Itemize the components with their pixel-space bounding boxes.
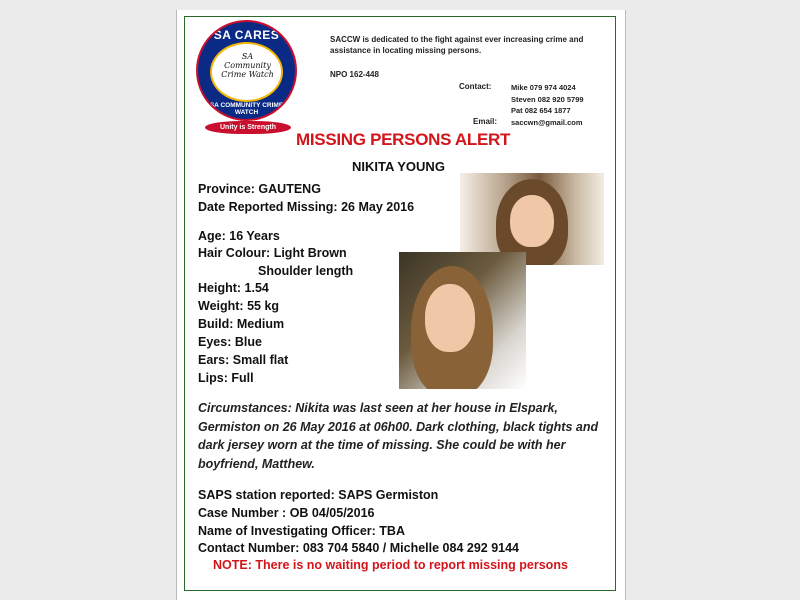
contact-number: Contact Number: 083 704 5840 / Michelle 084 292 9144 bbox=[198, 541, 520, 555]
logo-bottom-text: SA COMMUNITY CRIME WATCH bbox=[209, 102, 284, 116]
weight: Weight: 55 kg bbox=[198, 299, 280, 313]
contact-steven: Steven 082 920 5799 bbox=[511, 94, 584, 104]
npo-number: NPO 162-448 bbox=[330, 70, 379, 79]
photo-portrait-2 bbox=[399, 252, 526, 389]
circumstances-text: Circumstances: Nikita was last seen at her house in Elspark, Germiston on 26 May 2016 at 06h00. Dark clothing, black tights and dark jersey worn at the time of missing. She could be with her boyfriend, Matthew. bbox=[198, 401, 599, 471]
alert-title: MISSING PERSONS ALERT bbox=[296, 130, 511, 149]
lips: Lips: Full bbox=[198, 371, 254, 385]
ears: Ears: Small flat bbox=[198, 353, 289, 367]
organisation-intro: SACCW is dedicated to the fight against ever increasing crime and assistance in locating missing persons. bbox=[330, 35, 584, 55]
logo-top-text: SA CARES bbox=[213, 28, 280, 42]
contact-label: Contact: bbox=[459, 82, 492, 91]
height: Height: 1.54 bbox=[198, 281, 269, 295]
eyes: Eyes: Blue bbox=[198, 335, 262, 349]
investigating-officer: Name of Investigating Officer: TBA bbox=[198, 524, 405, 538]
logo-mid-text: SA Community Crime Watch bbox=[221, 52, 274, 79]
province: Province: GAUTENG bbox=[198, 182, 321, 196]
hair-length: Shoulder length bbox=[258, 264, 354, 278]
saps-station: SAPS station reported: SAPS Germiston bbox=[198, 488, 439, 502]
photo1-face bbox=[510, 195, 554, 247]
build: Build: Medium bbox=[198, 317, 285, 331]
missing-person-name: NIKITA YOUNG bbox=[352, 159, 445, 174]
note-warning: NOTE: There is no waiting period to report missing persons bbox=[213, 558, 568, 572]
unity-badge: Unity is Strength bbox=[205, 121, 291, 134]
contact-list bbox=[511, 82, 584, 128]
case-number: Case Number : OB 04/05/2016 bbox=[198, 506, 375, 520]
email-label: Email: bbox=[473, 117, 498, 126]
hair-colour: Hair Colour: Light Brown bbox=[198, 246, 347, 260]
contact-pat: Pat 082 654 1877 bbox=[511, 106, 571, 115]
contact-mike: Mike 079 974 4024 bbox=[511, 83, 576, 92]
photo2-face bbox=[425, 284, 475, 352]
date-reported: Date Reported Missing: 26 May 2016 bbox=[198, 200, 415, 214]
contact-email[interactable]: saccwn@gmail.com bbox=[511, 117, 583, 127]
sa-cares-logo bbox=[196, 20, 297, 121]
age: Age: 16 Years bbox=[198, 229, 280, 243]
